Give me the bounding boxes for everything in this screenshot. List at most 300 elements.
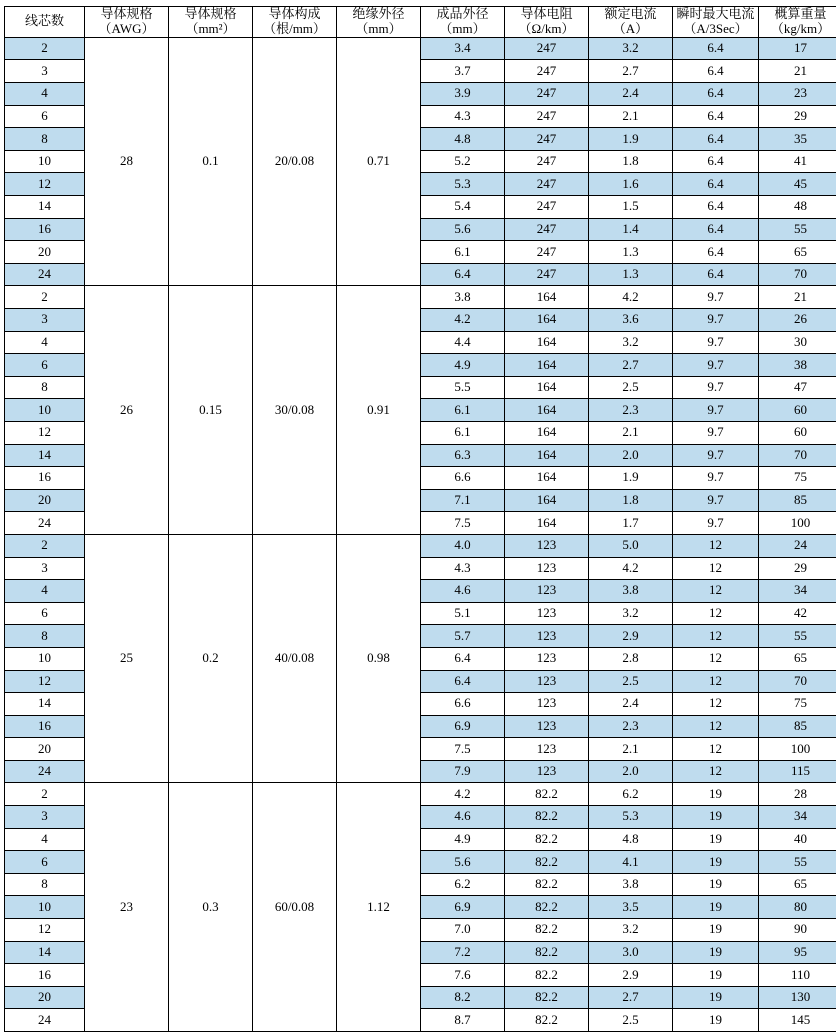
- cell-rated-current: 3.2: [589, 331, 673, 354]
- cell-peak-current: 12: [673, 760, 759, 783]
- cell-conductor-awg: 23: [85, 783, 169, 1032]
- cell-finished-od: 7.0: [421, 919, 505, 942]
- cell-conductor-resistance: 123: [505, 647, 589, 670]
- cell-conductor-resistance: 123: [505, 602, 589, 625]
- column-header-unit: （根/mm）: [253, 22, 336, 37]
- cell-peak-current: 19: [673, 851, 759, 874]
- column-header-4: [337, 7, 421, 38]
- cell-rated-current: 1.8: [589, 150, 673, 173]
- cell-core-count: 8: [5, 128, 85, 151]
- cell-approx-weight: 28: [759, 783, 836, 806]
- cell-conductor-resistance: 247: [505, 37, 589, 60]
- table-row: [5, 286, 836, 309]
- column-header-title: 成品外径: [421, 7, 504, 22]
- cell-conductor-resistance: 123: [505, 760, 589, 783]
- cell-rated-current: 3.0: [589, 941, 673, 964]
- cell-approx-weight: 70: [759, 670, 836, 693]
- cell-core-count: 16: [5, 715, 85, 738]
- cell-core-count: 8: [5, 873, 85, 896]
- cell-core-count: 6: [5, 105, 85, 128]
- cell-conductor-resistance: 82.2: [505, 806, 589, 829]
- column-header-unit: （A）: [589, 22, 672, 37]
- cell-conductor-mm2: 0.1: [169, 37, 253, 286]
- cell-peak-current: 6.4: [673, 241, 759, 264]
- cell-finished-od: 4.9: [421, 354, 505, 377]
- cell-core-count: 8: [5, 625, 85, 648]
- cell-finished-od: 4.8: [421, 128, 505, 151]
- cell-conductor-resistance: 123: [505, 715, 589, 738]
- cell-finished-od: 8.7: [421, 1009, 505, 1032]
- cell-peak-current: 9.7: [673, 309, 759, 332]
- cell-approx-weight: 55: [759, 218, 836, 241]
- cell-approx-weight: 85: [759, 489, 836, 512]
- cell-finished-od: 5.4: [421, 196, 505, 219]
- cell-core-count: 4: [5, 331, 85, 354]
- cell-core-count: 14: [5, 196, 85, 219]
- cell-approx-weight: 23: [759, 83, 836, 106]
- cell-approx-weight: 30: [759, 331, 836, 354]
- cell-approx-weight: 80: [759, 896, 836, 919]
- cell-finished-od: 4.0: [421, 534, 505, 557]
- cell-approx-weight: 95: [759, 941, 836, 964]
- cell-approx-weight: 42: [759, 602, 836, 625]
- column-header-7: [589, 7, 673, 38]
- cell-core-count: 24: [5, 1009, 85, 1032]
- cell-conductor-resistance: 247: [505, 263, 589, 286]
- cell-rated-current: 2.5: [589, 376, 673, 399]
- cell-peak-current: 9.7: [673, 399, 759, 422]
- cell-core-count: 2: [5, 286, 85, 309]
- cell-conductor-resistance: 123: [505, 625, 589, 648]
- cell-finished-od: 5.2: [421, 150, 505, 173]
- cell-approx-weight: 65: [759, 873, 836, 896]
- cell-approx-weight: 38: [759, 354, 836, 377]
- cell-rated-current: 4.8: [589, 828, 673, 851]
- cell-conductor-resistance: 164: [505, 309, 589, 332]
- cell-approx-weight: 26: [759, 309, 836, 332]
- cell-peak-current: 19: [673, 941, 759, 964]
- column-header-title: 导体电阻: [505, 7, 588, 22]
- cell-insulation-od: 0.98: [337, 534, 421, 783]
- cell-core-count: 24: [5, 760, 85, 783]
- cell-rated-current: 2.7: [589, 60, 673, 83]
- table-row: [5, 37, 836, 60]
- column-header-9: [759, 7, 836, 38]
- cell-peak-current: 6.4: [673, 105, 759, 128]
- cell-core-count: 10: [5, 896, 85, 919]
- cell-conductor-resistance: 247: [505, 128, 589, 151]
- cell-core-count: 10: [5, 399, 85, 422]
- cell-finished-od: 6.6: [421, 693, 505, 716]
- cell-peak-current: 9.7: [673, 444, 759, 467]
- cell-peak-current: 19: [673, 919, 759, 942]
- cell-core-count: 10: [5, 150, 85, 173]
- cell-peak-current: 19: [673, 806, 759, 829]
- cell-rated-current: 3.8: [589, 580, 673, 603]
- cell-finished-od: 6.3: [421, 444, 505, 467]
- cell-rated-current: 1.6: [589, 173, 673, 196]
- cell-rated-current: 5.3: [589, 806, 673, 829]
- cell-finished-od: 4.2: [421, 783, 505, 806]
- cell-approx-weight: 100: [759, 512, 836, 535]
- cell-conductor-awg: 26: [85, 286, 169, 535]
- cell-peak-current: 6.4: [673, 37, 759, 60]
- cell-conductor-resistance: 164: [505, 286, 589, 309]
- cell-rated-current: 1.9: [589, 128, 673, 151]
- cell-peak-current: 12: [673, 693, 759, 716]
- column-header-title: 导体规格: [169, 7, 252, 22]
- column-header-title: 绝缘外径: [337, 7, 420, 22]
- cell-core-count: 24: [5, 512, 85, 535]
- cell-rated-current: 2.1: [589, 738, 673, 761]
- column-header-title: 线芯数: [5, 14, 84, 29]
- column-header-unit: （A/3Sec）: [673, 22, 758, 37]
- column-header-1: [85, 7, 169, 38]
- cell-rated-current: 2.7: [589, 986, 673, 1009]
- cell-rated-current: 2.3: [589, 399, 673, 422]
- cell-core-count: 14: [5, 444, 85, 467]
- cell-peak-current: 9.7: [673, 512, 759, 535]
- cell-core-count: 20: [5, 986, 85, 1009]
- cell-peak-current: 19: [673, 783, 759, 806]
- column-header-unit: （AWG）: [85, 22, 168, 37]
- cell-rated-current: 6.2: [589, 783, 673, 806]
- cell-rated-current: 3.2: [589, 919, 673, 942]
- cell-core-count: 20: [5, 489, 85, 512]
- cell-finished-od: 4.3: [421, 557, 505, 580]
- cell-peak-current: 12: [673, 602, 759, 625]
- cell-conductor-resistance: 123: [505, 534, 589, 557]
- cell-core-count: 4: [5, 828, 85, 851]
- cell-approx-weight: 24: [759, 534, 836, 557]
- cell-peak-current: 12: [673, 647, 759, 670]
- column-header-3: [253, 7, 337, 38]
- cell-finished-od: 4.4: [421, 331, 505, 354]
- cell-core-count: 4: [5, 580, 85, 603]
- cell-approx-weight: 29: [759, 105, 836, 128]
- column-header-unit: （mm²）: [169, 22, 252, 37]
- cell-finished-od: 7.5: [421, 738, 505, 761]
- cell-peak-current: 19: [673, 986, 759, 1009]
- cell-conductor-mm2: 0.15: [169, 286, 253, 535]
- cell-approx-weight: 85: [759, 715, 836, 738]
- cell-conductor-resistance: 82.2: [505, 986, 589, 1009]
- cell-approx-weight: 70: [759, 263, 836, 286]
- cell-insulation-od: 1.12: [337, 783, 421, 1032]
- table-row: [5, 783, 836, 806]
- cell-approx-weight: 45: [759, 173, 836, 196]
- cell-approx-weight: 17: [759, 37, 836, 60]
- table-body: [5, 37, 836, 1031]
- cell-rated-current: 2.0: [589, 444, 673, 467]
- cell-rated-current: 3.2: [589, 37, 673, 60]
- cell-conductor-resistance: 247: [505, 83, 589, 106]
- cell-core-count: 14: [5, 693, 85, 716]
- column-header-6: [505, 7, 589, 38]
- cell-finished-od: 8.2: [421, 986, 505, 1009]
- cell-peak-current: 12: [673, 670, 759, 693]
- cell-rated-current: 4.2: [589, 557, 673, 580]
- cell-rated-current: 4.2: [589, 286, 673, 309]
- cell-approx-weight: 145: [759, 1009, 836, 1032]
- cell-peak-current: 6.4: [673, 150, 759, 173]
- column-header-title: 导体规格: [85, 7, 168, 22]
- cell-approx-weight: 40: [759, 828, 836, 851]
- cell-approx-weight: 41: [759, 150, 836, 173]
- cell-rated-current: 2.1: [589, 105, 673, 128]
- cell-approx-weight: 48: [759, 196, 836, 219]
- cell-finished-od: 4.6: [421, 580, 505, 603]
- cell-core-count: 8: [5, 376, 85, 399]
- cell-core-count: 24: [5, 263, 85, 286]
- header-row: [5, 7, 836, 38]
- cell-conductor-construction: 30/0.08: [253, 286, 337, 535]
- cell-finished-od: 6.1: [421, 421, 505, 444]
- cell-rated-current: 1.9: [589, 467, 673, 490]
- cell-peak-current: 9.7: [673, 331, 759, 354]
- cell-approx-weight: 75: [759, 467, 836, 490]
- cell-finished-od: 3.4: [421, 37, 505, 60]
- cell-rated-current: 2.0: [589, 760, 673, 783]
- cell-conductor-resistance: 123: [505, 670, 589, 693]
- cell-insulation-od: 0.91: [337, 286, 421, 535]
- cell-finished-od: 3.9: [421, 83, 505, 106]
- cell-core-count: 3: [5, 557, 85, 580]
- cell-core-count: 3: [5, 806, 85, 829]
- cell-core-count: 16: [5, 218, 85, 241]
- cell-core-count: 16: [5, 467, 85, 490]
- cell-conductor-resistance: 123: [505, 557, 589, 580]
- cell-peak-current: 12: [673, 715, 759, 738]
- column-header-2: [169, 7, 253, 38]
- cell-finished-od: 7.6: [421, 964, 505, 987]
- cell-peak-current: 9.7: [673, 286, 759, 309]
- column-header-title: 额定电流: [589, 7, 672, 22]
- cell-core-count: 14: [5, 941, 85, 964]
- cell-peak-current: 6.4: [673, 128, 759, 151]
- cell-rated-current: 2.8: [589, 647, 673, 670]
- cell-core-count: 20: [5, 241, 85, 264]
- cell-approx-weight: 90: [759, 919, 836, 942]
- cell-approx-weight: 130: [759, 986, 836, 1009]
- cell-finished-od: 6.6: [421, 467, 505, 490]
- column-header-unit: （mm）: [421, 22, 504, 37]
- cell-finished-od: 3.8: [421, 286, 505, 309]
- cell-approx-weight: 21: [759, 286, 836, 309]
- cell-conductor-resistance: 123: [505, 738, 589, 761]
- cell-finished-od: 5.1: [421, 602, 505, 625]
- cell-peak-current: 6.4: [673, 173, 759, 196]
- cell-core-count: 12: [5, 421, 85, 444]
- cell-conductor-resistance: 164: [505, 467, 589, 490]
- cell-conductor-resistance: 247: [505, 241, 589, 264]
- cell-finished-od: 4.9: [421, 828, 505, 851]
- cell-conductor-resistance: 164: [505, 421, 589, 444]
- cell-peak-current: 19: [673, 896, 759, 919]
- cell-conductor-resistance: 164: [505, 331, 589, 354]
- column-header-title: 瞬时最大电流: [673, 7, 758, 22]
- cell-finished-od: 5.7: [421, 625, 505, 648]
- cell-finished-od: 6.1: [421, 241, 505, 264]
- cell-finished-od: 4.2: [421, 309, 505, 332]
- cell-conductor-resistance: 123: [505, 693, 589, 716]
- cell-finished-od: 7.1: [421, 489, 505, 512]
- cell-conductor-resistance: 82.2: [505, 851, 589, 874]
- cell-approx-weight: 115: [759, 760, 836, 783]
- cell-approx-weight: 34: [759, 806, 836, 829]
- cell-approx-weight: 75: [759, 693, 836, 716]
- cell-peak-current: 12: [673, 580, 759, 603]
- cell-approx-weight: 29: [759, 557, 836, 580]
- cell-approx-weight: 34: [759, 580, 836, 603]
- cell-approx-weight: 47: [759, 376, 836, 399]
- cell-peak-current: 19: [673, 1009, 759, 1032]
- cell-core-count: 20: [5, 738, 85, 761]
- cell-approx-weight: 65: [759, 241, 836, 264]
- cell-finished-od: 4.6: [421, 806, 505, 829]
- cell-core-count: 2: [5, 783, 85, 806]
- column-header-unit: （kg/km）: [759, 22, 836, 37]
- cell-conductor-awg: 25: [85, 534, 169, 783]
- cell-conductor-resistance: 82.2: [505, 828, 589, 851]
- cell-core-count: 6: [5, 602, 85, 625]
- cell-rated-current: 2.7: [589, 354, 673, 377]
- cell-core-count: 12: [5, 173, 85, 196]
- column-header-5: [421, 7, 505, 38]
- cell-peak-current: 12: [673, 625, 759, 648]
- table-row: [5, 534, 836, 557]
- cell-conductor-resistance: 247: [505, 105, 589, 128]
- cell-finished-od: 5.5: [421, 376, 505, 399]
- cell-conductor-resistance: 247: [505, 150, 589, 173]
- cell-peak-current: 6.4: [673, 83, 759, 106]
- cell-approx-weight: 65: [759, 647, 836, 670]
- cell-rated-current: 2.5: [589, 670, 673, 693]
- cell-finished-od: 3.7: [421, 60, 505, 83]
- cell-conductor-resistance: 164: [505, 376, 589, 399]
- cell-approx-weight: 55: [759, 851, 836, 874]
- cell-core-count: 2: [5, 37, 85, 60]
- cell-finished-od: 6.2: [421, 873, 505, 896]
- cell-approx-weight: 100: [759, 738, 836, 761]
- cell-rated-current: 2.9: [589, 964, 673, 987]
- cell-peak-current: 19: [673, 873, 759, 896]
- cell-finished-od: 7.5: [421, 512, 505, 535]
- cell-finished-od: 6.4: [421, 670, 505, 693]
- cell-approx-weight: 55: [759, 625, 836, 648]
- cell-approx-weight: 35: [759, 128, 836, 151]
- cell-peak-current: 12: [673, 738, 759, 761]
- cell-peak-current: 6.4: [673, 196, 759, 219]
- cell-approx-weight: 70: [759, 444, 836, 467]
- column-header-unit: （mm）: [337, 22, 420, 37]
- cell-conductor-resistance: 164: [505, 399, 589, 422]
- cell-finished-od: 7.9: [421, 760, 505, 783]
- cell-rated-current: 1.4: [589, 218, 673, 241]
- cell-rated-current: 1.3: [589, 263, 673, 286]
- cell-finished-od: 6.9: [421, 896, 505, 919]
- cell-core-count: 2: [5, 534, 85, 557]
- cell-finished-od: 5.3: [421, 173, 505, 196]
- cell-rated-current: 5.0: [589, 534, 673, 557]
- cell-core-count: 12: [5, 670, 85, 693]
- cell-insulation-od: 0.71: [337, 37, 421, 286]
- column-header-title: 导体构成: [253, 7, 336, 22]
- cell-peak-current: 9.7: [673, 421, 759, 444]
- column-header-0: [5, 7, 85, 38]
- cell-core-count: 10: [5, 647, 85, 670]
- cell-rated-current: 1.7: [589, 512, 673, 535]
- cell-conductor-resistance: 247: [505, 196, 589, 219]
- cell-conductor-resistance: 82.2: [505, 919, 589, 942]
- cell-peak-current: 12: [673, 534, 759, 557]
- cell-core-count: 6: [5, 851, 85, 874]
- cell-finished-od: 6.1: [421, 399, 505, 422]
- cell-conductor-resistance: 164: [505, 512, 589, 535]
- cell-peak-current: 6.4: [673, 60, 759, 83]
- cell-peak-current: 19: [673, 964, 759, 987]
- cell-conductor-resistance: 164: [505, 354, 589, 377]
- cell-finished-od: 6.4: [421, 647, 505, 670]
- cell-rated-current: 2.3: [589, 715, 673, 738]
- cell-conductor-resistance: 123: [505, 580, 589, 603]
- cell-finished-od: 7.2: [421, 941, 505, 964]
- cell-rated-current: 2.4: [589, 693, 673, 716]
- cell-peak-current: 6.4: [673, 218, 759, 241]
- cell-approx-weight: 110: [759, 964, 836, 987]
- cell-peak-current: 9.7: [673, 354, 759, 377]
- cell-rated-current: 1.5: [589, 196, 673, 219]
- cell-rated-current: 2.5: [589, 1009, 673, 1032]
- cell-core-count: 3: [5, 60, 85, 83]
- column-header-8: [673, 7, 759, 38]
- cell-core-count: 12: [5, 919, 85, 942]
- cell-conductor-construction: 40/0.08: [253, 534, 337, 783]
- cell-conductor-resistance: 82.2: [505, 1009, 589, 1032]
- cell-finished-od: 6.9: [421, 715, 505, 738]
- cell-conductor-mm2: 0.2: [169, 534, 253, 783]
- column-header-unit: （Ω/km）: [505, 22, 588, 37]
- cell-peak-current: 9.7: [673, 376, 759, 399]
- column-header-title: 概算重量: [759, 7, 836, 22]
- cell-rated-current: 2.1: [589, 421, 673, 444]
- cell-conductor-resistance: 247: [505, 173, 589, 196]
- cell-conductor-resistance: 247: [505, 60, 589, 83]
- cell-conductor-resistance: 164: [505, 444, 589, 467]
- cell-peak-current: 9.7: [673, 489, 759, 512]
- cell-conductor-resistance: 82.2: [505, 941, 589, 964]
- cell-finished-od: 6.4: [421, 263, 505, 286]
- cell-peak-current: 6.4: [673, 263, 759, 286]
- cell-conductor-construction: 60/0.08: [253, 783, 337, 1032]
- cable-specification-table: [4, 6, 836, 1032]
- cell-conductor-awg: 28: [85, 37, 169, 286]
- cell-conductor-resistance: 82.2: [505, 896, 589, 919]
- cell-core-count: 3: [5, 309, 85, 332]
- cell-conductor-resistance: 82.2: [505, 873, 589, 896]
- cell-rated-current: 2.4: [589, 83, 673, 106]
- cell-conductor-mm2: 0.3: [169, 783, 253, 1032]
- cell-approx-weight: 60: [759, 399, 836, 422]
- cell-conductor-resistance: 164: [505, 489, 589, 512]
- cell-approx-weight: 21: [759, 60, 836, 83]
- cell-peak-current: 19: [673, 828, 759, 851]
- table-header: [5, 7, 836, 38]
- cell-core-count: 16: [5, 964, 85, 987]
- cell-rated-current: 1.3: [589, 241, 673, 264]
- cell-core-count: 6: [5, 354, 85, 377]
- cell-rated-current: 3.6: [589, 309, 673, 332]
